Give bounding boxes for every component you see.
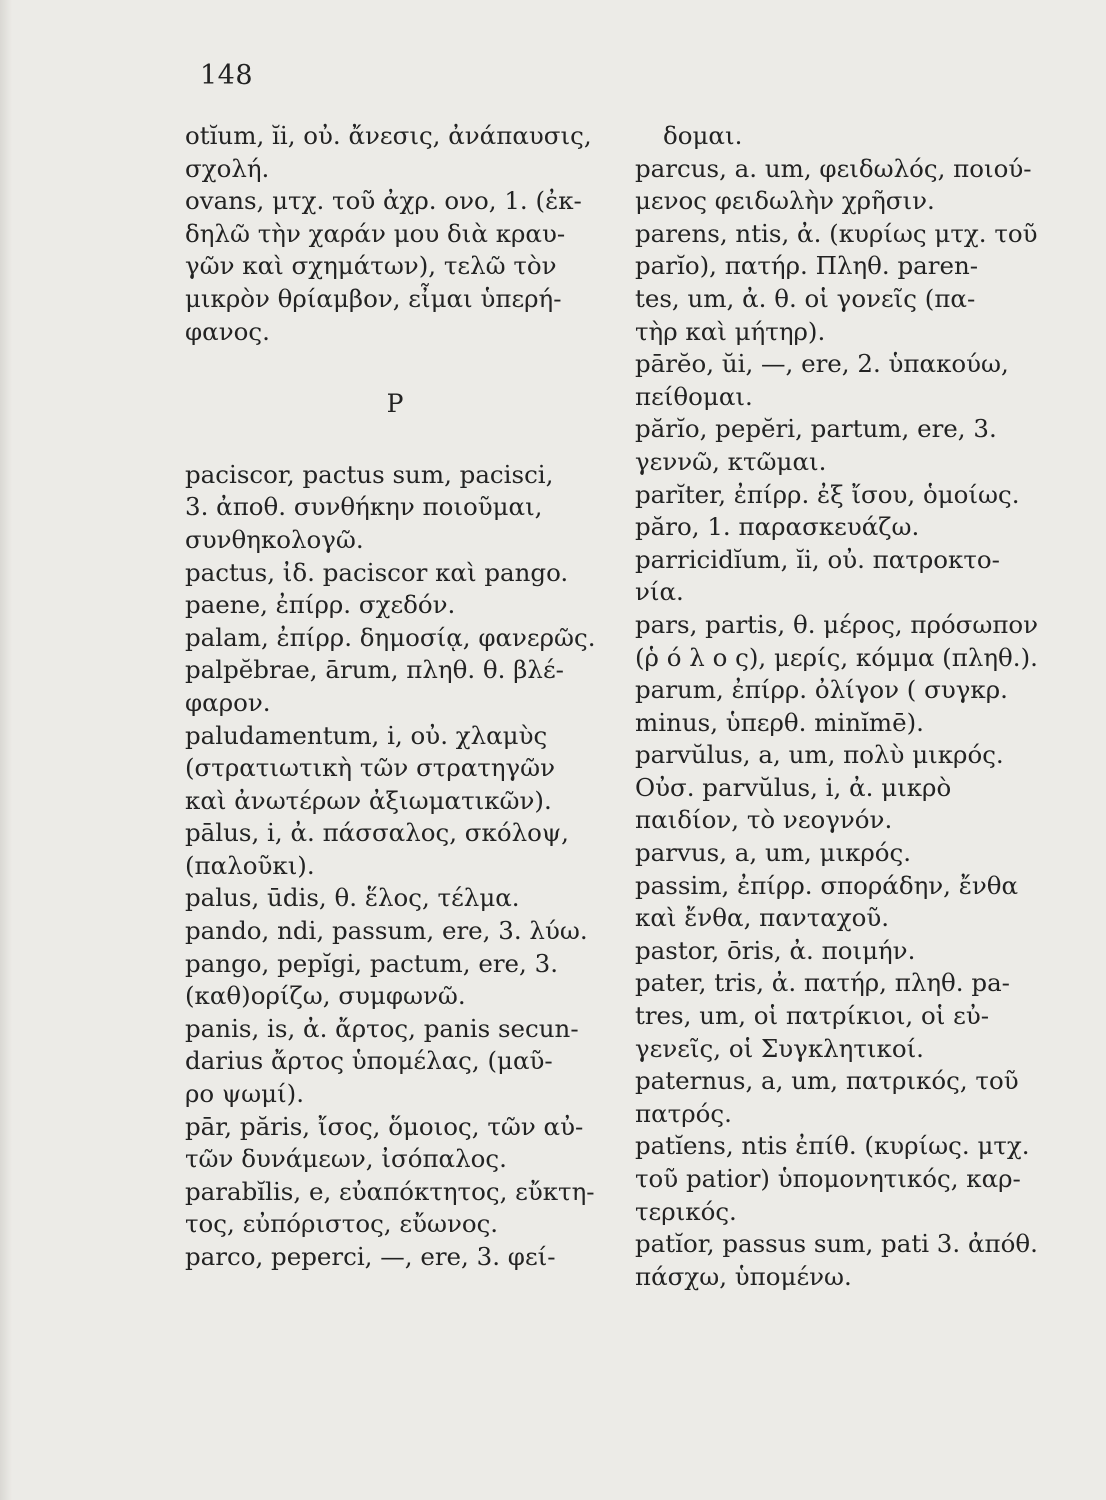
- entry-line: τῶν δυνάμεων, ἰσόπαλος.: [185, 1144, 507, 1174]
- entry-line: (παλοῦκι).: [185, 850, 315, 880]
- dictionary-entry: [635, 967, 1065, 1065]
- dictionary-entry: [185, 817, 605, 882]
- entry-line: pārĕo, ŭi, —, ere, 2. ὑπακούω,: [635, 349, 1009, 379]
- entry-line: parricidĭum, ĭi, οὐ. πατροκτο-: [635, 544, 1000, 574]
- dictionary-entry: [185, 948, 605, 1013]
- entry-line: pater, tris, ἀ. πατήρ, πληθ. pa-: [635, 968, 1010, 998]
- entry-line: passim, ἐπίρρ. σποράδην, ἔνθα: [635, 870, 1019, 900]
- dictionary-entry: [635, 348, 1065, 413]
- entry-line: patĭor, passus sum, pati 3. ἀπόθ.: [635, 1229, 1038, 1259]
- entry-line: parum, ἐπίρρ. ὀλίγον ( συγκρ.: [635, 675, 1008, 705]
- entry-line: tes, um, ἀ. θ. οἱ γονεῖς (πα-: [635, 283, 976, 313]
- entry-line: νία.: [635, 577, 684, 607]
- dictionary-entry: [185, 882, 605, 915]
- dictionary-entry: [185, 1013, 605, 1111]
- entry-line: parabĭlis, e, εὐαπόκτητος, εὔκτη-: [185, 1176, 595, 1206]
- entry-line: συνθηκολογῶ.: [185, 524, 364, 554]
- entry-line: μικρὸν θρίαμβον, εἶμαι ὑπερή-: [185, 283, 562, 313]
- entry-line: πείθομαι.: [635, 381, 753, 411]
- dictionary-entry: [635, 218, 1065, 348]
- entry-line: paternus, a, um, πατρικός, τοῦ: [635, 1066, 1019, 1096]
- dictionary-entry: [185, 622, 605, 655]
- entry-line: parĭo), πατήρ. Πληθ. paren-: [635, 251, 979, 281]
- entry-line: τὴρ καὶ μήτηρ).: [635, 316, 826, 346]
- entry-line: γῶν καὶ σχημάτων), τελῶ τὸν: [185, 251, 557, 281]
- dictionary-entry: [185, 1111, 605, 1176]
- dictionary-entry: [185, 459, 605, 557]
- entry-line: pars, partis, θ. μέρος, πρόσωπον: [635, 609, 1039, 639]
- entry-line: καὶ ἀνωτέρων ἀξιωματικῶν).: [185, 785, 552, 815]
- dictionary-entry: [635, 837, 1065, 870]
- section-letter-heading: P: [386, 389, 404, 419]
- entry-line: parĭter, ἐπίρρ. ἐξ ἴσου, ὁμοίως.: [635, 479, 1020, 509]
- dictionary-entry: [185, 1176, 605, 1241]
- dictionary-entry: [635, 1065, 1065, 1130]
- entry-line: δηλῶ τὴν χαράν μου διὰ κραυ-: [185, 218, 566, 248]
- entry-line: parcus, a. um, φειδωλός, ποιού-: [635, 153, 1032, 183]
- page-number: 148: [200, 60, 254, 91]
- entry-line: palam, ἐπίρρ. δημοσίᾳ, φανερῶς.: [185, 622, 596, 652]
- dictionary-entry: [635, 544, 1065, 609]
- entry-line: palpĕbrae, ārum, πληθ. θ. βλέ-: [185, 655, 564, 685]
- entry-line: pālus, i, ἀ. πάσσαλος, σκόλοψ,: [185, 818, 569, 848]
- entry-line: păro, 1. παρασκευάζω.: [635, 512, 920, 542]
- dictionary-entry: [185, 915, 605, 948]
- entry-line: tres, um, οἱ πατρίκιοι, οἱ εὐ-: [635, 1001, 990, 1031]
- dictionary-entry: [635, 609, 1065, 674]
- entry-line: parens, ntis, ἀ. (κυρίως μτχ. τοῦ: [635, 218, 1038, 248]
- entry-line: μενος φειδωλὴν χρῆσιν.: [635, 186, 935, 216]
- entry-line: minus, ὑπερθ. minĭmē).: [635, 707, 924, 737]
- dictionary-entry: [635, 870, 1065, 935]
- entry-line: pactus, ἰδ. paciscor καὶ pango.: [185, 557, 569, 587]
- dictionary-entry: [635, 935, 1065, 968]
- entry-line: τοῦ patior) ὑπομονητικός, καρ-: [635, 1164, 1021, 1193]
- entry-line: φανος.: [185, 316, 270, 346]
- entry-line: γενεῖς, οἱ Συγκλητικοί.: [635, 1033, 924, 1063]
- dictionary-entry: [635, 511, 1065, 544]
- entry-line: (ῥ ό λ ο ς), μερίς, κόμμα (πληθ.).: [635, 642, 1038, 672]
- entry-line: ovans, μτχ. τοῦ ἀχρ. ονο, 1. (ἐκ-: [185, 186, 582, 216]
- entry-line: πατρός.: [635, 1098, 732, 1128]
- entry-line: pastor, ōris, ἀ. ποιμήν.: [635, 935, 916, 965]
- entry-line: darius ἄρτος ὑπομέλας, (μαῦ-: [185, 1046, 553, 1076]
- dictionary-entry: [635, 1228, 1065, 1293]
- entry-line: paludamentum, i, οὐ. χλαμὺς: [185, 720, 548, 750]
- entry-line: (στρατιωτικὴ τῶν στρατηγῶν: [185, 753, 556, 783]
- entry-continuation: δομαι.: [663, 121, 743, 150]
- entry-line: τος, εὐπόριστος, εὔωνος.: [185, 1209, 499, 1239]
- entry-line: patĭens, ntis ἐπίθ. (κυρίως. μτχ.: [635, 1131, 1030, 1161]
- entry-line: γεννῶ, κτῶμαι.: [635, 446, 827, 476]
- dictionary-entry: [185, 589, 605, 622]
- dictionary-entry: [185, 557, 605, 590]
- entry-line: paciscor, pactus sum, pacisci,: [185, 459, 554, 489]
- entry-line: παιδίον, τὸ νεογνόν.: [635, 805, 893, 835]
- entry-line: pando, ndi, passum, ere, 3. λύω.: [185, 916, 588, 946]
- dictionary-entry: [635, 413, 1065, 478]
- page-edge-shade: [0, 0, 12, 1500]
- dictionary-entry: [635, 479, 1065, 512]
- left-column: [185, 120, 605, 1274]
- entry-line: otĭum, ĭi, οὐ. ἄνεσις, ἀνάπαυσις,: [185, 121, 592, 150]
- entry-line: φαρον.: [185, 687, 271, 717]
- entry-line: 3. ἀποθ. συνθήκην ποιοῦμαι,: [185, 492, 543, 522]
- dictionary-entry: [635, 739, 1065, 837]
- dictionary-entry: [185, 654, 605, 719]
- entry-line: pango, pepĭgi, pactum, ere, 3.: [185, 948, 558, 978]
- entry-line: (καθ)ορίζω, συμφωνῶ.: [185, 981, 466, 1011]
- dictionary-entry: [185, 120, 605, 185]
- entry-line: panis, is, ἀ. ἄρτος, panis secun-: [185, 1013, 579, 1043]
- entry-line: părĭo, pepĕri, partum, ere, 3.: [635, 414, 997, 444]
- entry-line: καὶ ἔνθα, πανταχοῦ.: [635, 903, 890, 933]
- dictionary-entry: [185, 720, 605, 818]
- dictionary-entry: [635, 153, 1065, 218]
- dictionary-entry: [635, 674, 1065, 739]
- dictionary-entry: [635, 1130, 1065, 1228]
- entry-line: Οὐσ. parvŭlus, i, ἀ. μικρὸ: [635, 772, 952, 802]
- entry-line: paene, ἐπίρρ. σχεδόν.: [185, 590, 456, 620]
- right-column: [635, 120, 1065, 1293]
- entry-line: ρο ψωμί).: [185, 1079, 305, 1109]
- entry-line: palus, ūdis, θ. ἕλος, τέλμα.: [185, 883, 520, 913]
- dictionary-entry: [185, 185, 605, 348]
- entry-line: τερικός.: [635, 1196, 737, 1226]
- entry-line: parvŭlus, a, um, πολὺ μικρός.: [635, 740, 1004, 770]
- entry-line: parco, peperci, —, ere, 3. φεί-: [185, 1242, 556, 1271]
- entry-line: σχολή.: [185, 153, 270, 183]
- entry-line: πάσχω, ὑπομένω.: [635, 1261, 852, 1291]
- entry-line: parvus, a, um, μικρός.: [635, 838, 912, 868]
- entry-line: pār, păris, ἴσος, ὅμοιος, τῶν αὐ-: [185, 1111, 584, 1141]
- dictionary-entry: [185, 1241, 605, 1274]
